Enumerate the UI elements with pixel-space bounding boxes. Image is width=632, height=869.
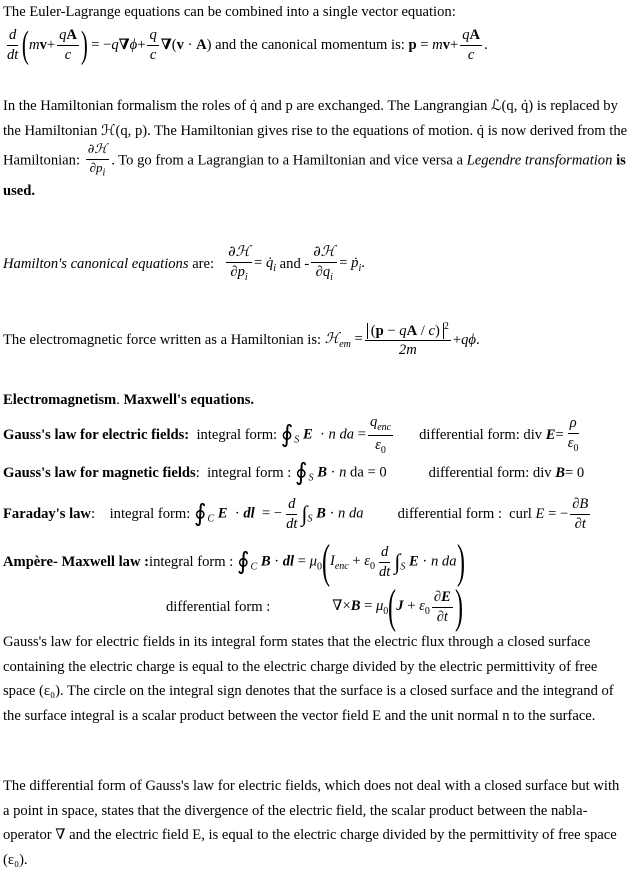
gauss-electric-differential-label: differential form: xyxy=(419,426,520,443)
gauss-electric-integral-label: integral form: xyxy=(196,426,278,443)
faraday-title: Faraday's law xyxy=(3,505,91,522)
faraday-row: Faraday's law : integral form: $∮_C$ E · dl = − $\frac{d}{dt}$ $\int_S$ B · n da differential form : curl E = − $\frac{\partial B}{\partial t}$ xyxy=(3,495,589,532)
em-heading-text: Electromagnetism xyxy=(3,392,117,408)
ampere-differential-label: differential form : xyxy=(166,598,271,615)
ampere-differential-row: differential form : $\nabla\times B = \mu_0$ ( $J + \varepsilon_0$ $\frac{\partial E}{\partial t}$ ) xyxy=(166,580,463,633)
hamiltonian-paragraph: In the Hamiltonian formalism the roles of q̇ and p are exchanged. The Langrangian ℒ(q, q̇) is replaced by the Hamiltonian ℋ(q, p). The Hamiltonian gives rise to the equations of motion. q̇ is now derived from the Hamiltonian: $\frac{\text{∂ℋ}}{\partial p_i}$ . To go from a Lagrangian to a Hamiltonian and vice versa a Legendre transformation is used. xyxy=(3,98,628,200)
canonical-and: and xyxy=(279,255,301,272)
ampere-integral-label: integral form : xyxy=(149,553,234,570)
gauss-magnetic-title: Gauss's law for magnetic fields xyxy=(3,464,196,481)
canonical-equations-label: Hamilton's canonical equations xyxy=(3,255,189,272)
gauss-integral-paragraph: Gauss's law for electric fields in its integral form states that the electric flux through a closed surface containing the electric charge is equal to the electric charge divided by the electric permittivity of free space (ε₀). The circle on the integral sign denotes that the surface is a closed surface and the integrand of the surface integral is a scalar product between the vector field E and the unit normal n to the surface. xyxy=(3,634,614,724)
gauss-magnetic-differential-label: differential form: xyxy=(428,464,530,481)
hamiltonian-paragraph-text: In the Hamiltonian formalism the roles of q̇ and p are exchanged. The Langrangian ℒ(q, q̇) is replaced by the Hamiltonian ℋ(q, p). The Hamiltonian gives rise to the equations of motion. q̇ is now derived from the Hamiltonian: xyxy=(3,98,628,169)
legendre-label: Legendre transformation xyxy=(466,152,613,169)
euler-lagrange-equation: $\frac{d}{dt}$ ( m v + $\frac{qA}{c}$ ) = −q∇ϕ+ $\frac{q}{c}$ ∇(v · A) and the canonical momentum is: p = mv+ $\frac{qA}{c}$ . xyxy=(7,24,488,66)
gauss-magnetic-row: Gauss's law for magnetic fields : integral form : $∮_S$ B · n da = 0 differential form: div B= 0 xyxy=(3,459,585,486)
canonical-equations-row: Hamilton's canonical equations are: $\frac{\text{∂ℋ}}{\partial p_i}$ = $q̇_i$ and - $\frac{\text{∂ℋ}}{\partial q_i}$ = ṗ$_i$. xyxy=(3,243,365,284)
ampere-integral-row: Ampère- Maxwell law : integral form : $∮_C$ B · dl = $\mu_0$ ( $I_{enc} + \varepsilon_0$ $\frac{d}{dt}$ $\int_S$ E · n da ) xyxy=(3,535,465,588)
maxwell-heading-text: Maxwell's equations. xyxy=(123,392,255,408)
gauss-magnetic-integral-label: integral form : xyxy=(207,464,292,481)
intro-line: The Euler-Lagrange equations can be combined into a single vector equation: xyxy=(3,4,456,20)
canonical-momentum-text: and the canonical momentum is: xyxy=(215,36,405,53)
hamiltonian-paragraph-tail: . To go from a Lagrangian to a Hamiltonian and vice versa a xyxy=(111,152,463,169)
canonical-equations-are: are: xyxy=(192,255,215,272)
gauss-electric-title: Gauss's law for electric fields: xyxy=(3,426,190,443)
faraday-integral-label: integral form: xyxy=(109,505,191,522)
em-force-text: The electromagnetic force written as a Hamiltonian is: xyxy=(3,331,322,348)
gauss-electric-row: Gauss's law for electric fields: integral form: $∮_S$ E · n da = $\frac{q_{enc}}{\varepsilon_0}$ differential form: div E= $\frac{\rho}{\varepsilon_0}$ xyxy=(3,414,579,456)
em-hamiltonian-row: The electromagnetic force written as a Hamiltonian is: ℋ$_{em}$ = $\frac{(p - qA / c) ^2}{2m}$ +qϕ. xyxy=(3,320,480,359)
legendre-tail: is used. xyxy=(3,152,626,200)
gauss-differential-paragraph: The differential form of Gauss's law for electric fields, which does not deal with a closed surface but with a point in space, states that the divergence of the electric field, the scalar product between the nabla-operator ∇ and the electric field E, is equal to the electric charge divided by the permittivity of free space (ε₀). xyxy=(3,778,620,868)
ampere-title: Ampère- Maxwell law : xyxy=(3,553,150,570)
faraday-differential-label: differential form : xyxy=(397,505,502,522)
em-heading: Electromagnetism. Maxwell's equations. xyxy=(3,392,255,408)
